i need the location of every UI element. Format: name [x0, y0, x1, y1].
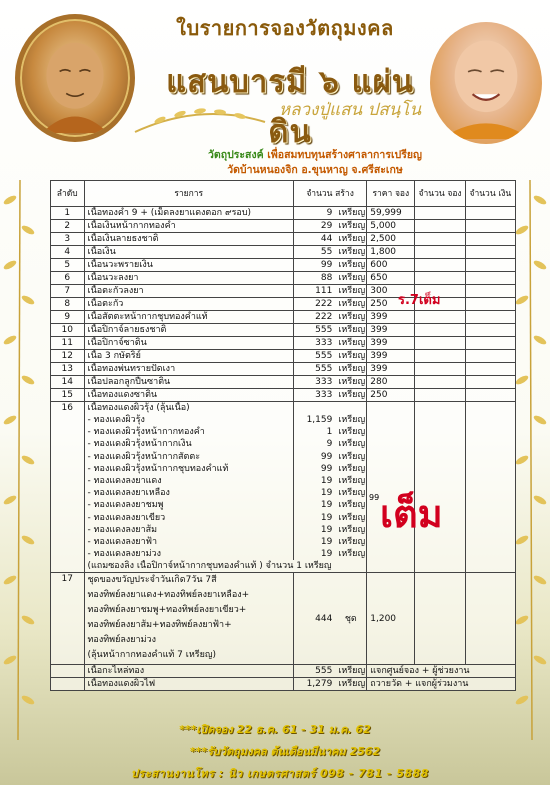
- table-row: [51, 285, 516, 298]
- monk-signature: หลวงปู่แสน ปสนฺโน: [278, 100, 422, 120]
- table-header-row: [51, 181, 516, 207]
- table-row: [51, 246, 516, 259]
- row-name: เนื้อปิกาจ์ลายธงชาติ: [84, 324, 293, 337]
- row-name: เนื้อนวะลงยา: [84, 272, 293, 285]
- row-name: - ทองแดงลงยาชมพู: [84, 499, 293, 511]
- row-name: เนื้อปิกาจ์ซาติน: [84, 337, 293, 350]
- row-no: 6: [51, 272, 85, 285]
- row-unit: เหรียญ: [335, 376, 366, 389]
- row-unit: เหรียญ: [335, 524, 366, 536]
- row-amount: [465, 220, 515, 233]
- row-unit: เหรียญ: [335, 536, 366, 548]
- table-row: [51, 363, 516, 376]
- table-row: [51, 233, 516, 246]
- monk-face-icon: [430, 22, 542, 144]
- row-name: เนื้อกะไหล่ทอง: [84, 665, 293, 678]
- row-price: 399: [367, 337, 415, 350]
- row-qty: 555: [293, 350, 335, 363]
- row-qty: 19: [293, 499, 335, 511]
- row-name: เนื้อทองพ่นทรายปัดเงา: [84, 363, 293, 376]
- row-qty: 1,159: [293, 414, 335, 426]
- row-qty: 88: [293, 272, 335, 285]
- row-price: 399: [367, 363, 415, 376]
- row-name: เนื้อทองแดงซาติน: [84, 389, 293, 402]
- row-qty: 1,279: [293, 678, 335, 691]
- sold-out-stamp: เต็ม: [380, 491, 443, 536]
- row-name: - ทองแดงผิวรุ้งหน้ากากทองคำ: [84, 426, 293, 438]
- row-unit: เหรียญ: [335, 285, 366, 298]
- row-amount: [465, 350, 515, 363]
- table-row: [51, 259, 516, 272]
- row-name: เนื้อตะกั่วลงยา: [84, 285, 293, 298]
- row-unit: เหรียญ: [335, 438, 366, 450]
- row-price: 280: [367, 376, 415, 389]
- booking-period: ***เปิดจอง 22 ธ.ค. 61 - 31 ม.ค. 62: [179, 723, 371, 736]
- row-amount: [465, 324, 515, 337]
- table-row-17: [51, 573, 516, 665]
- row-name: - ทองแดงลงยาฟ้า: [84, 536, 293, 548]
- row-reserve: [415, 246, 465, 259]
- row-price: 650: [367, 272, 415, 285]
- rice-stalk-left-decoration: [0, 180, 40, 740]
- row-unit: เหรียญ: [335, 665, 366, 678]
- row-qty: 99: [293, 451, 335, 463]
- row-no: 9: [51, 311, 85, 324]
- row-reserve: [415, 272, 465, 285]
- row-name: เนื้อนวะพรายเงิน: [84, 259, 293, 272]
- row-unit: เหรียญ: [335, 350, 366, 363]
- edition-title: แสนบารมี ๖ แผ่นดิน: [166, 64, 414, 150]
- header-name: รายการ: [84, 181, 293, 207]
- note-99: 99: [369, 493, 380, 502]
- table-row-16-title: [51, 402, 516, 415]
- row-no: 13: [51, 363, 85, 376]
- row-name: เนื้อปลอกลูกปืนซาติน: [84, 376, 293, 389]
- row-amount: [465, 298, 515, 311]
- row-no: 16: [51, 402, 85, 573]
- row-price: 250: [367, 389, 415, 402]
- row-no: 4: [51, 246, 85, 259]
- table-row-giveaway: [51, 678, 516, 691]
- row-price: 2,500: [367, 233, 415, 246]
- row-no: 7: [51, 285, 85, 298]
- row-name: - ทองแดงผิวรุ้งหน้ากากชุบทองคำแท้: [84, 463, 293, 475]
- row-price: 300: [367, 285, 415, 298]
- row-qty: 555: [293, 665, 335, 678]
- row-note: ถวายวัด + แจกผู้ร่วมงาน: [367, 678, 516, 691]
- row-name: เนื้อเงิน: [84, 246, 293, 259]
- row-unit: เหรียญ: [335, 475, 366, 487]
- wheat-ornament: [130, 92, 270, 137]
- row-qty: 1: [293, 426, 335, 438]
- set-line: (ลุ้นหน้ากากทองคำแท้ 7 เหรียญ): [87, 650, 217, 661]
- row-amount: [465, 376, 515, 389]
- row-no: 10: [51, 324, 85, 337]
- page-title: ใบรายการจองวัตถุมงคล: [176, 16, 394, 40]
- row-price: 399: [367, 350, 415, 363]
- row-unit: เหรียญ: [335, 451, 366, 463]
- row-name: เนื้อเงินหน้ากากทองคำ: [84, 220, 293, 233]
- row-amount: [465, 207, 515, 220]
- row-qty: 19: [293, 524, 335, 536]
- row-qty: 555: [293, 324, 335, 337]
- row-amount: [465, 259, 515, 272]
- header-no: ลำดับ: [51, 181, 85, 207]
- row-name: เนื้อเงินลายธงชาติ: [84, 233, 293, 246]
- row-amount: [465, 402, 515, 573]
- set-line: ทองทิพย์ลงยาชมพู+ทองทิพย์ลงยาเขียว+: [87, 605, 247, 616]
- row-qty: 99: [293, 463, 335, 475]
- set-line: ทองทิพย์ลงยาม่วง: [87, 635, 156, 646]
- row-price: 250: [367, 298, 415, 311]
- row-amount: [465, 311, 515, 324]
- row-qty: 55: [293, 246, 335, 259]
- row-reserve: [415, 207, 465, 220]
- row-unit: เหรียญ: [335, 426, 366, 438]
- row-unit: เหรียญ: [335, 414, 366, 426]
- row-no: 12: [51, 350, 85, 363]
- row-qty: 555: [293, 363, 335, 376]
- rice-stalk-right-decoration: [510, 180, 550, 740]
- row-qty: 333: [293, 376, 335, 389]
- row-no: 8: [51, 298, 85, 311]
- row-unit: เหรียญ: [335, 463, 366, 475]
- row-reserve: [415, 389, 465, 402]
- row-qty: 444: [293, 573, 335, 665]
- row-amount: [465, 337, 515, 350]
- row-unit: ชุด: [335, 573, 366, 665]
- row-qty: 19: [293, 536, 335, 548]
- row-qty: 19: [293, 487, 335, 499]
- row-qty: 9: [293, 207, 335, 220]
- row-name: - ทองแดงลงยาเขียว: [84, 512, 293, 524]
- monk-portrait-photo: [430, 22, 542, 144]
- row-reserve: [415, 350, 465, 363]
- row-name: - ทองแดงลงยาแดง: [84, 475, 293, 487]
- row-unit: เหรียญ: [335, 311, 366, 324]
- row-name: [84, 573, 293, 665]
- row-no: [51, 665, 85, 678]
- header-amount: จำนวน เงิน: [465, 181, 515, 207]
- row-name: - ทองแดงผิวรุ้ง: [84, 414, 293, 426]
- row-reserve: [415, 259, 465, 272]
- table-row: [51, 298, 516, 311]
- row-no: 2: [51, 220, 85, 233]
- purpose-text: เพื่อสมทบทุนสร้างศาลาการเปรียญ: [267, 149, 422, 161]
- row-qty: 9: [293, 438, 335, 450]
- row-unit: เหรียญ: [335, 259, 366, 272]
- row-qty: 19: [293, 548, 335, 560]
- row-price: 59,999: [367, 207, 415, 220]
- row-qty: 333: [293, 389, 335, 402]
- row-unit: เหรียญ: [335, 512, 366, 524]
- row-name: เนื้อ 3 กษัตริย์: [84, 350, 293, 363]
- contact-line: ประสานงานโทร : นิว เกษตรศาสตร์ 098 - 781 - 5888: [131, 767, 429, 780]
- row-unit: เหรียญ: [335, 246, 366, 259]
- row-no: 3: [51, 233, 85, 246]
- row-note: แจกศูนย์จอง + ผู้ช่วยงาน: [367, 665, 516, 678]
- row-unit: เหรียญ: [335, 499, 366, 511]
- row-name: - ทองแดงผิวรุ้งหน้ากากสัตตะ: [84, 451, 293, 463]
- row-reserve: [415, 337, 465, 350]
- table-row: [51, 220, 516, 233]
- row-price: 399: [367, 311, 415, 324]
- row-name: - ทองแดงลงยาเหลือง: [84, 487, 293, 499]
- reservation-table: [50, 180, 516, 691]
- monk-face-icon: [20, 19, 130, 137]
- table-row: [51, 272, 516, 285]
- row-unit: เหรียญ: [335, 220, 366, 233]
- monk-portrait-coin: [15, 14, 135, 142]
- row-qty: 222: [293, 298, 335, 311]
- row-name: เนื้อทองแดงผิวรุ้ง (ลุ้นเนื้อ): [84, 402, 293, 415]
- set-line: ชุดของขวัญประจำวันเกิด7วัน 7สี: [87, 575, 217, 586]
- row-reserve: [415, 233, 465, 246]
- row-qty: 19: [293, 475, 335, 487]
- row-unit: [335, 402, 366, 415]
- row-price: 5,000: [367, 220, 415, 233]
- row-reserve: [415, 376, 465, 389]
- row-no: 1: [51, 207, 85, 220]
- table-row: [51, 376, 516, 389]
- row-unit: เหรียญ: [335, 678, 366, 691]
- row-name: - ทองแดงผิวรุ้งหน้ากากเงิน: [84, 438, 293, 450]
- row-name: เนื้อทองแดงผิวไฟ: [84, 678, 293, 691]
- table-row: [51, 389, 516, 402]
- row-qty: 111: [293, 285, 335, 298]
- row-unit: เหรียญ: [335, 389, 366, 402]
- set-line: ทองทิพย์ลงยาส้ม+ทองทิพย์ลงยาฟ้า+: [87, 620, 232, 631]
- table-row: [51, 324, 516, 337]
- row-unit: เหรียญ: [335, 272, 366, 285]
- table-row: [51, 207, 516, 220]
- row-qty: 99: [293, 259, 335, 272]
- purpose-label: วัตถุประสงค์: [208, 149, 264, 161]
- table-row: [51, 337, 516, 350]
- row-price: 1,800: [367, 246, 415, 259]
- row-no: 14: [51, 376, 85, 389]
- row-unit: เหรียญ: [335, 548, 366, 560]
- row-unit: เหรียญ: [335, 298, 366, 311]
- row-price: 1,200: [367, 573, 415, 665]
- row-name: เนื้อทองคำ 9 + (เม็ดลงยาแดงตอก ๙รอบ): [84, 207, 293, 220]
- row-reserve: [415, 324, 465, 337]
- row-name: เนื้อสัตตะหน้ากากชุบทองคำแท้: [84, 311, 293, 324]
- header-price: ราคา จอง: [367, 181, 415, 207]
- row-unit: เหรียญ: [335, 487, 366, 499]
- row-no: 17: [51, 573, 85, 665]
- row-qty: 333: [293, 337, 335, 350]
- table-row: [51, 311, 516, 324]
- header-reserve: จำนวน จอง: [415, 181, 465, 207]
- row-qty: 222: [293, 311, 335, 324]
- row-bonus: (แถมซองลิง เนื้อปิกาจ์หน้ากากชุบทองคำแท้ ) จำนวน 1 เหรียญ: [84, 560, 367, 573]
- row-amount: [465, 389, 515, 402]
- row-amount: [465, 573, 515, 665]
- row-name: เนื้อตะกั่ว: [84, 298, 293, 311]
- table-row: [51, 350, 516, 363]
- row-amount: [465, 285, 515, 298]
- row-amount: [465, 246, 515, 259]
- row-no: [51, 678, 85, 691]
- row-unit: เหรียญ: [335, 207, 366, 220]
- row-reserve: [415, 363, 465, 376]
- row-amount: [465, 233, 515, 246]
- row-qty: [293, 402, 335, 415]
- row-reserve: [415, 220, 465, 233]
- row-reserve: [415, 311, 465, 324]
- row-qty: 44: [293, 233, 335, 246]
- row-reserve: [415, 573, 465, 665]
- set-line: ทองทิพย์ลงยาแดง+ทองทิพย์ลงยาเหลือง+: [87, 590, 250, 601]
- row-price: 399: [367, 324, 415, 337]
- row-unit: เหรียญ: [335, 337, 366, 350]
- row-no: 5: [51, 259, 85, 272]
- row-amount: [465, 272, 515, 285]
- row-no: 11: [51, 337, 85, 350]
- temple-address: วัดบ้านหนองจิก อ.ขุนหาญ จ.ศรีสะเกษ: [227, 164, 403, 176]
- row-name: - ทองแดงลงยาส้ม: [84, 524, 293, 536]
- row-unit: เหรียญ: [335, 324, 366, 337]
- row-unit: เหรียญ: [335, 233, 366, 246]
- row-amount: [465, 363, 515, 376]
- row-qty: 29: [293, 220, 335, 233]
- row-name: - ทองแดงลงยาม่วง: [84, 548, 293, 560]
- row-no: 15: [51, 389, 85, 402]
- row-unit: เหรียญ: [335, 363, 366, 376]
- header-qty: จำนวน สร้าง: [293, 181, 366, 207]
- row-qty: 19: [293, 512, 335, 524]
- pickup-date: ***รับวัตถุมงคล ต้นเดือนมีนาคม 2562: [189, 745, 381, 758]
- table-row-giveaway: [51, 665, 516, 678]
- sold-out-note-item7: ร.7เต็ม: [398, 293, 441, 308]
- row-price: 600: [367, 259, 415, 272]
